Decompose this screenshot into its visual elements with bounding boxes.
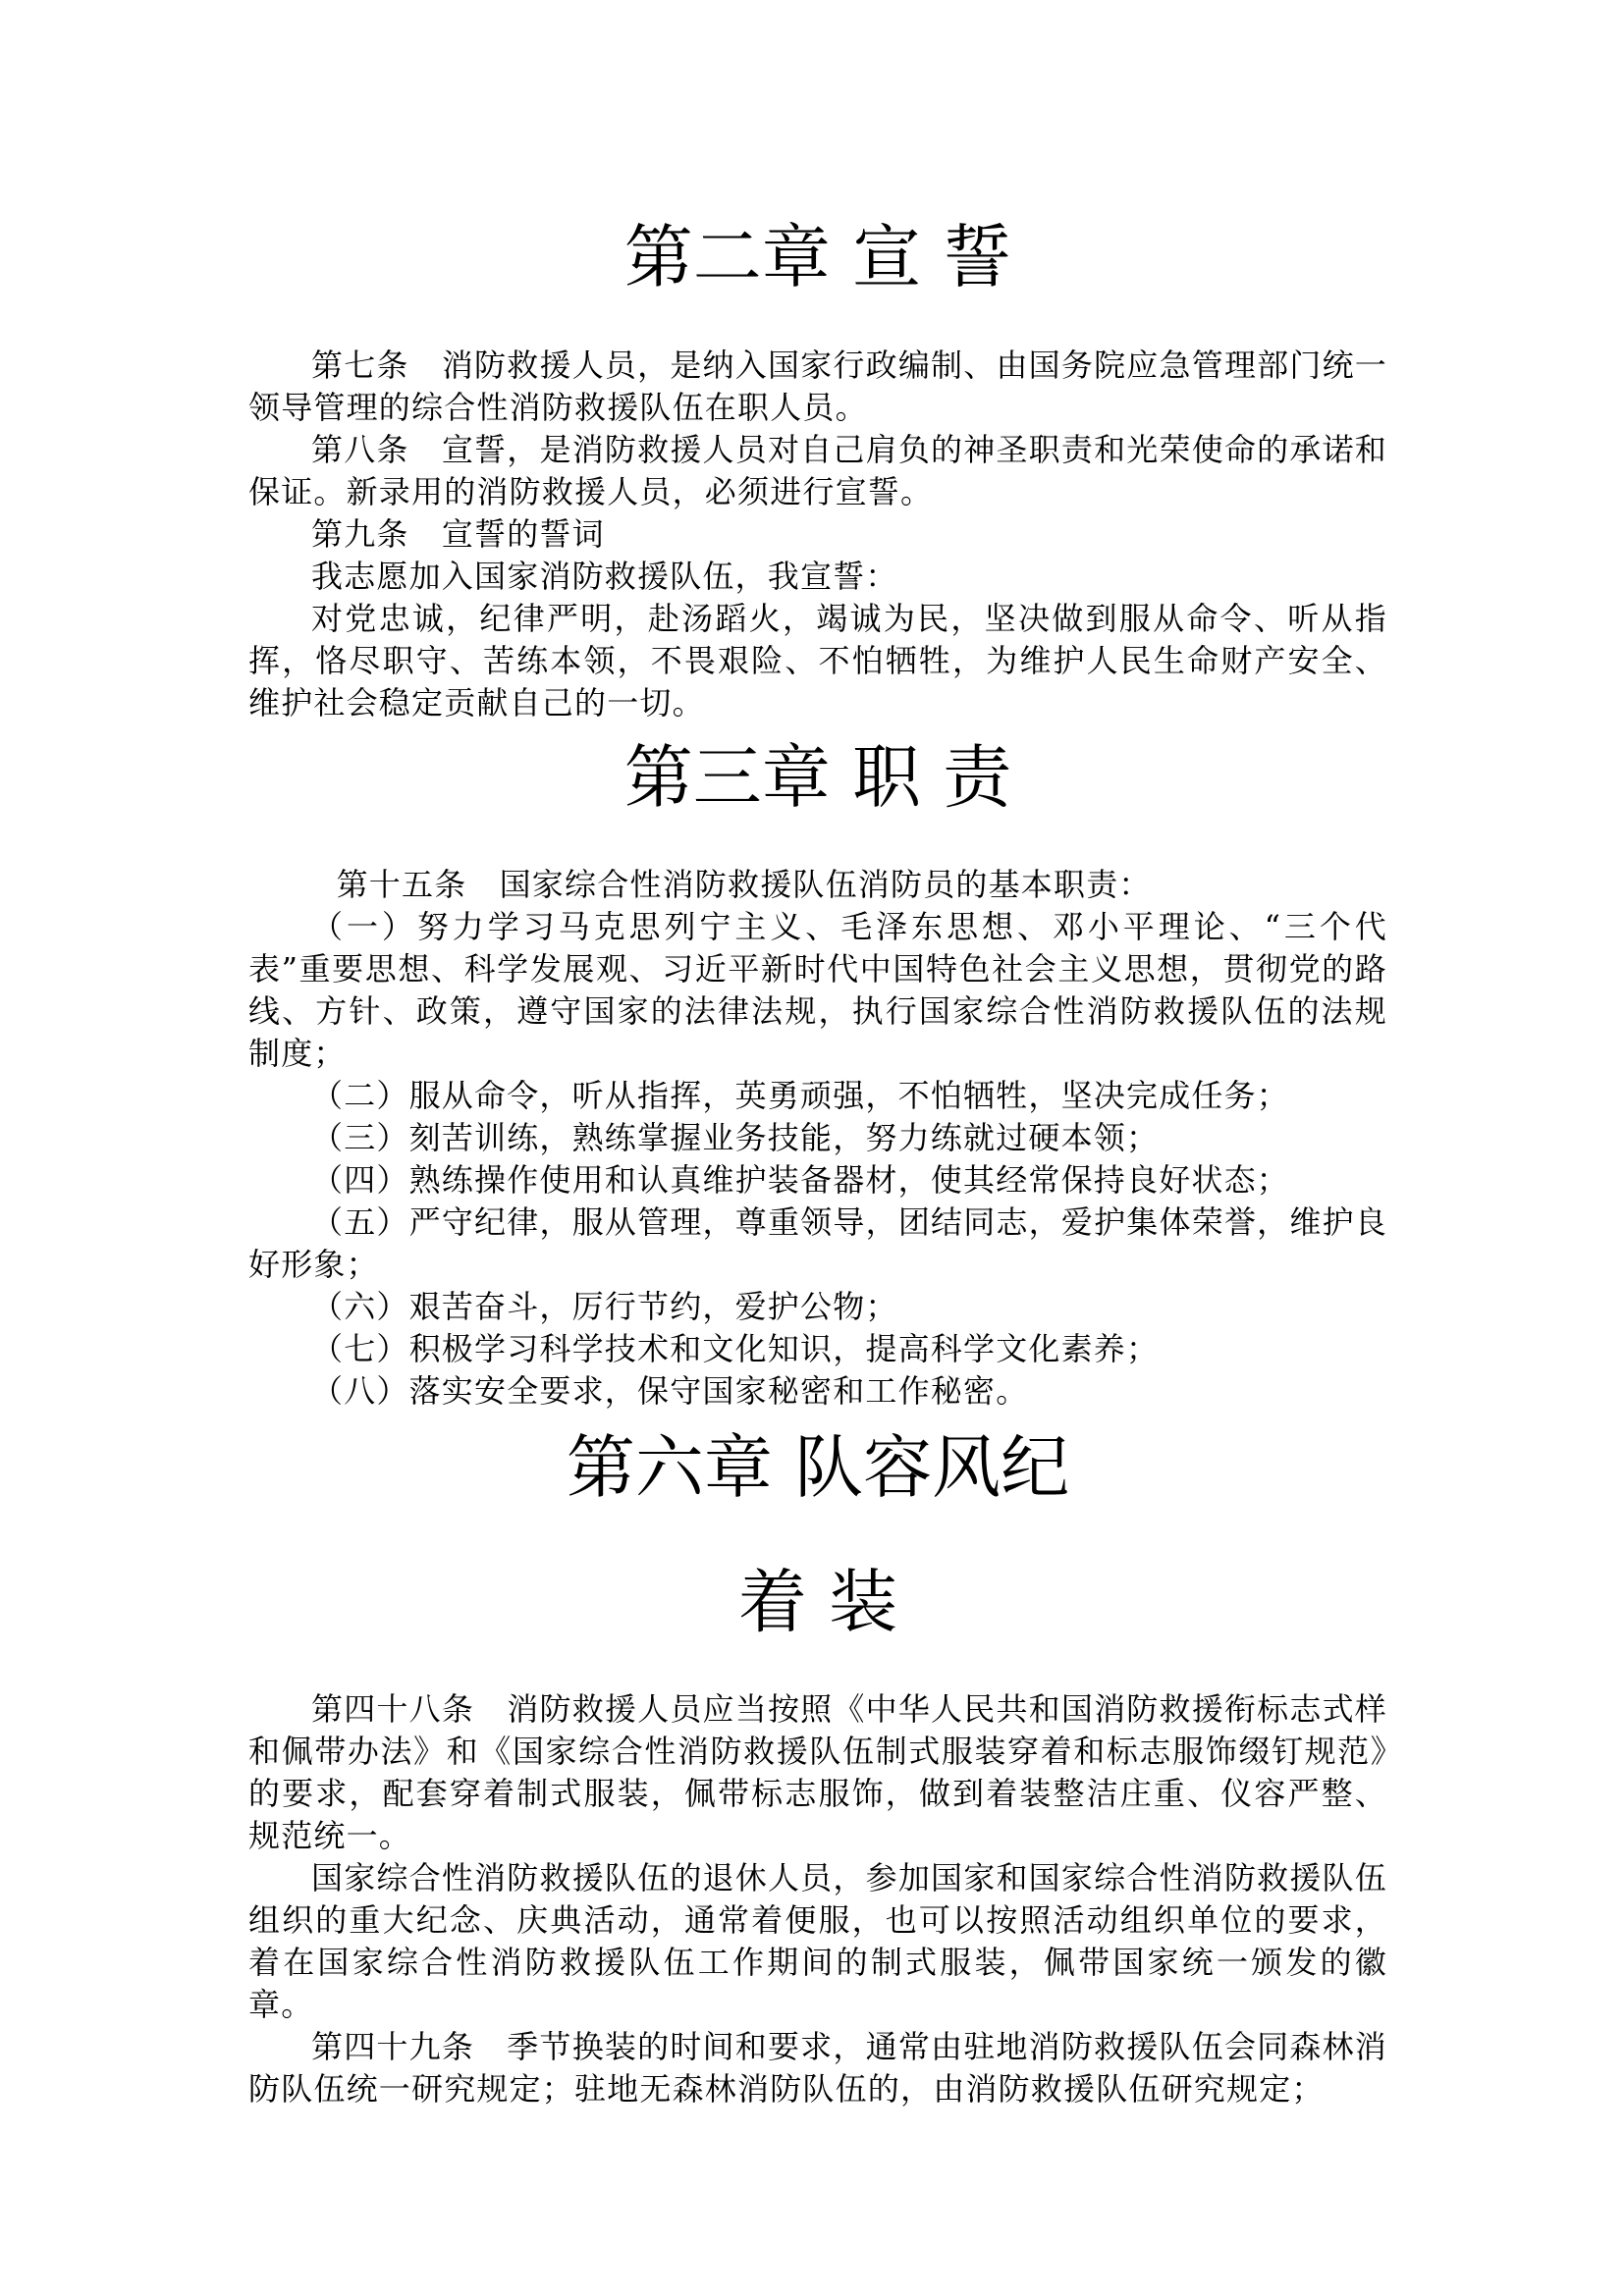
duty-item-5: （五）严守纪律，服从管理，尊重领导，团结同志，爱护集体荣誉，维护良好形象； bbox=[248, 1203, 1387, 1283]
article-7: 第七条 消防救援人员，是纳入国家行政编制、由国务院应急管理部门统一领导管理的综合性消防救援队伍在职人员。 bbox=[248, 347, 1387, 426]
article-9: 第九条 宣誓的誓词 bbox=[311, 515, 605, 553]
chapter-6-title: 第六章 队容风纪 bbox=[566, 1427, 1070, 1508]
chapter-2-title: 第二章 宣 誓 bbox=[623, 217, 1012, 297]
duty-item-6: （六）艰苦奋斗，厉行节约，爱护公物； bbox=[311, 1288, 898, 1325]
duty-item-2: （二）服从命令，听从指挥，英勇顽强，不怕牺牲，坚决完成任务； bbox=[311, 1077, 1290, 1114]
chapter-3-title: 第三章 职 责 bbox=[623, 737, 1012, 818]
section-title-attire: 着 装 bbox=[737, 1562, 898, 1642]
duty-item-1: （一）努力学习马克思列宁主义、毛泽东思想、邓小平理论、“三个代表”重要思想、科学发展观、习近平新时代中国特色社会主义思想，贯彻党的路线、方针、政策，遵守国家的法律法规，执行国家综合性消防救援队伍的法规制度； bbox=[248, 908, 1387, 1072]
duty-item-8: （八）落实安全要求，保守国家秘密和工作秘密。 bbox=[311, 1372, 1029, 1410]
duty-item-7: （七）积极学习科学技术和文化知识，提高科学文化素养； bbox=[311, 1330, 1160, 1367]
chapter-6-body bbox=[248, 1688, 1387, 2110]
chapter-2-body bbox=[248, 345, 1387, 724]
article-49: 第四十九条 季节换装的时间和要求，通常由驻地消防救援队伍会同森林消防队伍统一研究规定；驻地无森林消防队伍的，由消防救援队伍研究规定； bbox=[248, 2028, 1387, 2108]
article-15: 第十五条 国家综合性消防救援队伍消防员的基本职责： bbox=[336, 866, 1152, 903]
duty-item-3: （三）刻苦训练，熟练掌握业务技能，努力练就过硬本领； bbox=[311, 1119, 1160, 1156]
oath-text: 对党忠诚，纪律严明，赴汤蹈火，竭诚为民，坚决做到服从命令、听从指挥，恪尽职守、苦练本领，不畏艰险、不怕牺牲，为维护人民生命财产安全、维护社会稳定贡献自己的一切。 bbox=[248, 600, 1387, 721]
chapter-3-body bbox=[248, 864, 1387, 1413]
oath-intro: 我志愿加入国家消防救援队伍，我宣誓： bbox=[311, 558, 898, 595]
duty-item-4: （四）熟练操作使用和认真维护装备器材，使其经常保持良好状态； bbox=[311, 1161, 1290, 1199]
article-8: 第八条 宣誓，是消防救援人员对自己肩负的神圣职责和光荣使命的承诺和保证。新录用的消防救援人员，必须进行宣誓。 bbox=[248, 431, 1387, 510]
article-48: 第四十八条 消防救援人员应当按照《中华人民共和国消防救援衔标志式样和佩带办法》和《国家综合性消防救援队伍制式服装穿着和标志服饰缀钉规范》的要求，配套穿着制式服装，佩带标志服饰，做到着装整洁庄重、仪容严整、规范统一。 bbox=[248, 1690, 1387, 1854]
retiree-attire: 国家综合性消防救援队伍的退休人员，参加国家和国家综合性消防救援队伍组织的重大纪念、庆典活动，通常着便服，也可以按照活动组织单位的要求，着在国家综合性消防救援队伍工作期间的制式服装，佩带国家统一颁发的徽章。 bbox=[248, 1859, 1387, 2023]
